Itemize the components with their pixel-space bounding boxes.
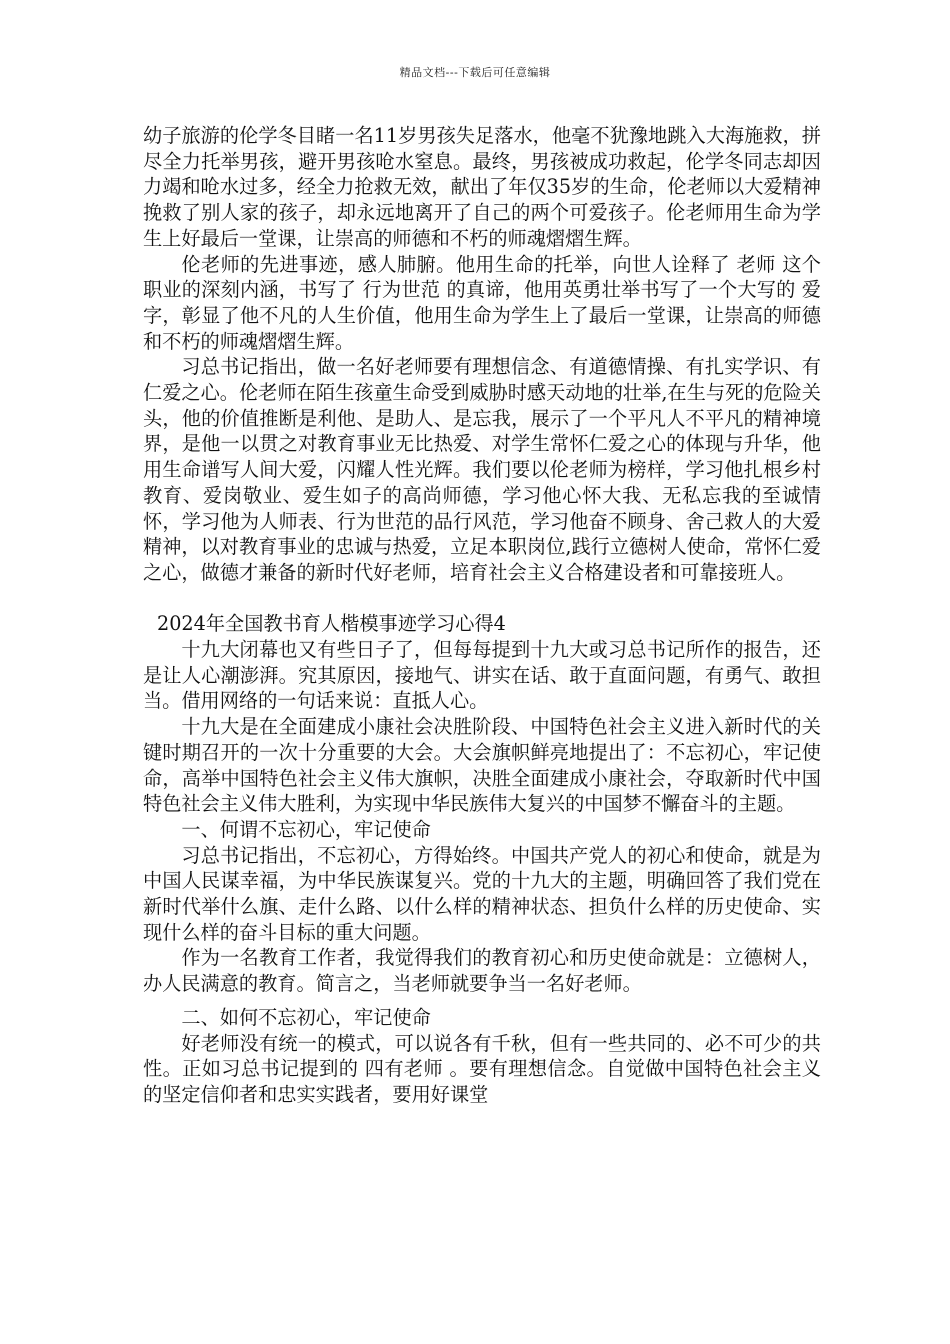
paragraph-8: 好老师没有统一的模式，可以说各有千秋，但有一些共同的、必不可少的共性。正如习总书记提到的 四有老师 。要有理想信念。自觉做中国特色社会主义的坚定信仰者和忠实实践者，要用好课堂 xyxy=(143,1031,821,1106)
subheading-2: 二、如何不忘初心，牢记使命 xyxy=(181,1005,431,1029)
section-title: 2024年全国教书育人楷模事迹学习心得4 xyxy=(157,612,506,636)
blank-line xyxy=(143,586,821,612)
subheading-1: 一、何谓不忘初心，牢记使命 xyxy=(181,817,431,841)
document-body xyxy=(143,123,821,1108)
paragraph-1: 幼子旅游的伦学冬目睹一名11岁男孩失足落水，他毫不犹豫地跳入大海施救，拼尽全力托举男孩，避开男孩呛水窒息。最终，男孩被成功救起，伦学冬同志却因力竭和呛水过多，经全力抢救无效，献出了年仅35岁的生命，伦老师以大爱精神挽救了别人家的孩子，却永远地离开了自己的两个可爱孩子。伦老师用生命为学生上好最后一堂课，让崇高的师德和不朽的师魂熠熠生辉。 xyxy=(143,124,821,250)
paragraph-3: 习总书记指出，做一名好老师要有理想信念、有道德情操、有扎实学识、有仁爱之心。伦老师在陌生孩童生命受到威胁时感天动地的壮举,在生与死的危险关头，他的价值推断是利他、是助人、是忘我，展示了一个平凡人不平凡的精神境界，是他一以贯之对教育事业无比热爱、对学生常怀仁爱之心的体现与升华，他用生命谱写人间大爱，闪耀人性光辉。我们要以伦老师为榜样，学习他扎根乡村教育、爱岗敬业、爱生如子的高尚师德，学习他心怀大我、无私忘我的至诚情怀，学习他为人师表、行为世范的品行风范，学习他奋不顾身、舍己救人的大爱精神，以对教育事业的忠诚与热爱，立足本职岗位,践行立德树人使命，常怀仁爱之心，做德才兼备的新时代好老师，培育社会主义合格建设者和可靠接班人。 xyxy=(143,355,821,584)
paragraph-7: 作为一名教育工作者，我觉得我们的教育初心和历史使命就是：立德树人，办人民满意的教育。简言之，当老师就要争当一名好老师。 xyxy=(143,946,821,996)
page-header: 精品文档---下载后可任意编辑 xyxy=(399,66,551,79)
paragraph-5: 十九大是在全面建成小康社会决胜阶段、中国特色社会主义进入新时代的关键时期召开的一次十分重要的大会。大会旗帜鲜亮地提出了：不忘初心，牢记使命，高举中国特色社会主义伟大旗帜，决胜全面建成小康社会，夺取新时代中国特色社会主义伟大胜利，为实现中华民族伟大复兴的中国梦不懈奋斗的主题。 xyxy=(143,715,821,816)
paragraph-4: 十九大闭幕也又有些日子了，但每每提到十九大或习总书记所作的报告，还是让人心潮澎湃。究其原因，接地气、讲实在话、敢于直面问题，有勇气、敢担当。借用网络的一句话来说：直抵人心。 xyxy=(143,638,821,713)
paragraph-2: 伦老师的先进事迹，感人肺腑。他用生命的托举，向世人诠释了 老师 这个职业的深刻内涵，书写了 行为世范 的真谛，他用英勇壮举书写了一个大写的 爱 字，彰显了他不凡的人生价值，他用生命为学生上了最后一堂课，让崇高的师德和不朽的师魂熠熠生辉。 xyxy=(143,252,821,353)
paragraph-6: 习总书记指出，不忘初心，方得始终。中国共产党人的初心和使命，就是为中国人民谋幸福，为中华民族谋复兴。党的十九大的主题，明确回答了我们党在新时代举什么旗、走什么路、以什么样的精神状态、担负什么样的历史使命、实现什么样的奋斗目标的重大问题。 xyxy=(143,843,821,944)
